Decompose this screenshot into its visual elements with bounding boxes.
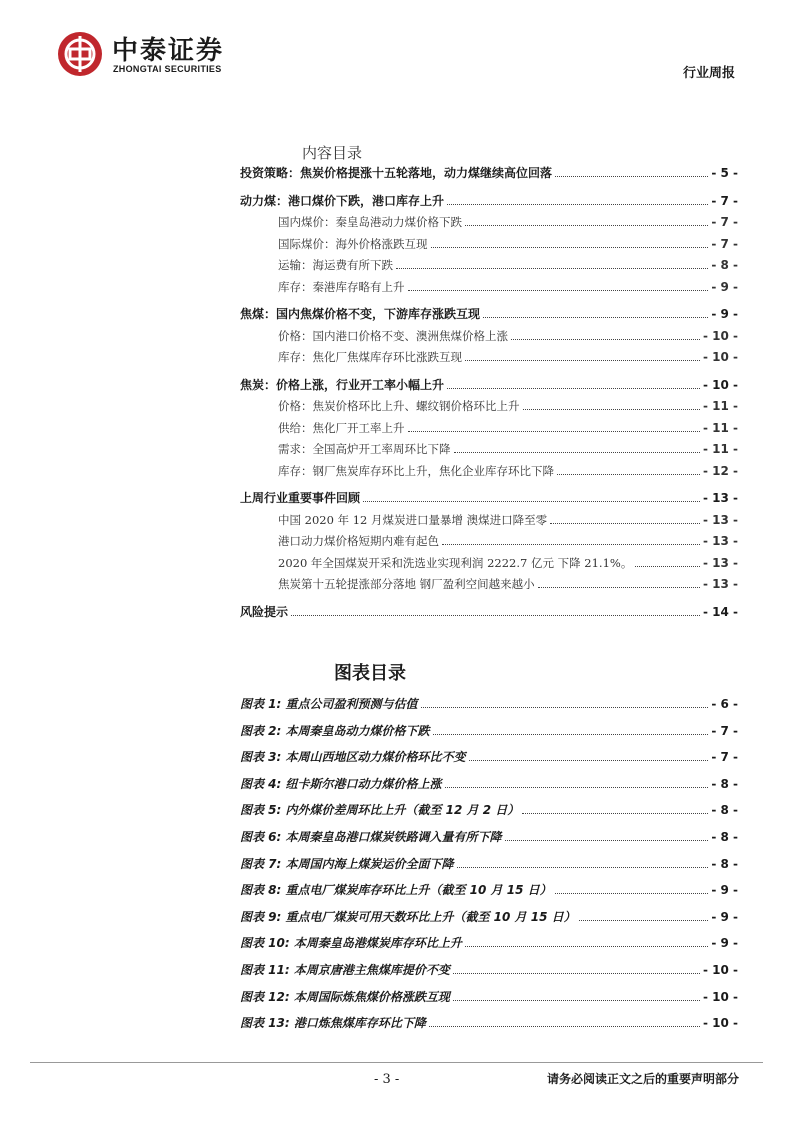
dot-leader <box>429 1026 700 1027</box>
toc-entry-label: 库存：钢厂焦炭库存环比上升，焦化企业库存环比下降 <box>278 463 554 478</box>
toc-entry[interactable] <box>240 325 738 343</box>
toc-entry[interactable] <box>240 395 738 413</box>
figure-entry-page: - 10 - <box>702 963 738 977</box>
figure-entry-label: 图表 8: 重点电厂煤炭库存环比上升（截至 10 月 15 日） <box>240 883 552 898</box>
toc-entry[interactable] <box>240 303 738 321</box>
toc-entry[interactable] <box>240 374 738 392</box>
toc-entry-label: 投资策略：焦炭价格提涨十五轮落地，动力煤继续高位回落 <box>240 166 553 180</box>
figure-entry[interactable] <box>240 853 738 871</box>
figure-entry[interactable] <box>240 932 738 950</box>
figure-entry[interactable] <box>240 986 738 1004</box>
toc-entry[interactable] <box>240 460 738 478</box>
toc-entry[interactable] <box>240 573 738 591</box>
toc-entry-label: 中国 2020 年 12 月煤炭进口量暴增 澳煤进口降至零 <box>278 512 548 527</box>
dot-leader <box>469 760 709 761</box>
toc-entry[interactable] <box>240 254 738 272</box>
toc-entry[interactable] <box>240 162 738 180</box>
toc-entry-page: - 7 - <box>711 193 738 208</box>
toc-entry-label: 价格：焦炭价格环比上升、螺纹钢价格环比上升 <box>278 399 520 413</box>
dot-leader <box>453 973 700 974</box>
toc-entry[interactable] <box>240 233 738 251</box>
dot-leader <box>408 290 709 291</box>
figure-entry-page: - 10 - <box>702 989 738 1004</box>
toc-entry-page: - 11 - <box>702 420 738 435</box>
toc-entry-label: 库存：焦化厂焦煤库存环比涨跌互现 <box>278 350 462 364</box>
figure-entry-label: 图表 4: 纽卡斯尔港口动力煤价格上涨 <box>240 776 442 791</box>
figure-entry-page: - 9 - <box>711 936 738 951</box>
table-of-contents <box>240 162 738 619</box>
figure-entry[interactable] <box>240 1012 738 1030</box>
toc-entry-label: 运输：海运费有所下跌 <box>278 258 393 272</box>
toc-entry-label: 焦炭：价格上涨，行业开工率小幅上升 <box>240 377 445 392</box>
toc-entry-page: - 7 - <box>711 236 738 251</box>
dot-leader <box>431 247 709 248</box>
footer-rule <box>30 1062 763 1063</box>
toc-entry-page: - 14 - <box>702 604 738 619</box>
dot-leader <box>550 523 700 524</box>
toc-entry-page: - 10 - <box>702 377 738 392</box>
dot-leader <box>445 787 709 788</box>
figure-entry-page: - 6 - <box>711 697 738 711</box>
dot-leader <box>483 317 708 318</box>
dot-leader <box>522 813 708 814</box>
dot-leader <box>421 707 709 708</box>
dot-leader <box>408 431 700 432</box>
toc-entry-label: 国内煤价：秦皇岛港动力煤价格下跌 <box>278 215 462 229</box>
toc-entry-page: - 8 - <box>711 258 738 272</box>
toc-entry[interactable] <box>240 509 738 527</box>
dot-leader <box>447 204 708 205</box>
figure-entry-label: 图表 5: 内外煤价差周环比上升（截至 12 月 2 日） <box>240 803 520 818</box>
figure-entry-label: 图表 2: 本周秦皇岛动力煤价格下跌 <box>240 723 430 738</box>
toc-entry-page: - 13 - <box>702 555 738 570</box>
dot-leader <box>447 388 700 389</box>
figure-entry-page: - 8 - <box>711 776 738 791</box>
dot-leader <box>579 920 709 921</box>
figure-entry-page: - 10 - <box>702 1016 738 1031</box>
zhongtai-logo-icon <box>56 30 104 78</box>
figure-entry-label: 图表 10: 本周秦皇岛港煤炭库存环比上升 <box>240 936 462 951</box>
dot-leader <box>465 360 700 361</box>
toc-entry-label: 供给：焦化厂开工率上升 <box>278 420 405 435</box>
toc-entry[interactable] <box>240 487 738 505</box>
figure-entry-page: - 7 - <box>711 750 738 765</box>
footer-page-number: - 3 - <box>374 1072 400 1087</box>
figure-entry-page: - 9 - <box>711 883 738 898</box>
toc-entry[interactable] <box>240 601 738 619</box>
figure-entry-label: 图表 7: 本周国内海上煤炭运价全面下降 <box>240 856 454 871</box>
dot-leader <box>465 225 708 226</box>
toc-entry[interactable] <box>240 530 738 548</box>
dot-leader <box>454 452 700 453</box>
dot-leader <box>557 474 700 475</box>
figure-entry-page: - 9 - <box>711 909 738 924</box>
figure-entry[interactable] <box>240 959 738 977</box>
dot-leader <box>291 615 700 616</box>
logo-chinese-name: 中泰证券 <box>112 36 225 66</box>
figure-entry-label: 图表 3: 本周山西地区动力煤价格环比不变 <box>240 750 466 765</box>
dot-leader <box>465 946 708 947</box>
toc-entry-page: - 11 - <box>702 442 738 456</box>
toc-entry-page: - 13 - <box>702 491 738 505</box>
toc-entry-label: 价格：国内港口价格不变、澳洲焦煤价格上涨 <box>278 328 508 343</box>
logo-english-name: ZHONGTAI SECURITIES <box>113 64 222 74</box>
toc-entry-label: 库存：秦港库存略有上升 <box>278 279 405 294</box>
toc-entry-label: 动力煤：港口煤价下跌，港口库存上升 <box>240 193 445 208</box>
figure-entry-page: - 8 - <box>711 856 738 871</box>
toc-entry[interactable] <box>240 346 738 364</box>
figure-entry[interactable] <box>240 799 738 817</box>
dot-leader <box>555 176 708 177</box>
toc-entry-page: - 5 - <box>711 166 738 180</box>
dot-leader <box>433 734 709 735</box>
figure-entry[interactable] <box>240 693 738 711</box>
dot-leader <box>635 566 700 567</box>
toc-entry[interactable] <box>240 417 738 435</box>
toc-entry-page: - 13 - <box>702 577 738 591</box>
figure-entry-label: 图表 6: 本周秦皇岛港口煤炭铁路调入量有所下降 <box>240 830 502 844</box>
dot-leader <box>505 840 709 841</box>
figures-title: 图表目录 <box>334 663 406 684</box>
toc-entry[interactable] <box>240 438 738 456</box>
figure-entry[interactable] <box>240 773 738 791</box>
dot-leader <box>363 501 700 502</box>
toc-entry-label: 焦煤：国内焦煤价格不变，下游库存涨跌互现 <box>240 307 481 321</box>
toc-entry-label: 2020 年全国煤炭开采和洗选业实现利润 2222.7 亿元 下降 21.1%。 <box>278 555 633 570</box>
dot-leader <box>555 893 709 894</box>
figure-entry-page: - 8 - <box>711 830 738 844</box>
dot-leader <box>453 1000 700 1001</box>
toc-entry-label: 国际煤价：海外价格涨跌互现 <box>278 236 428 251</box>
toc-entry[interactable] <box>240 276 738 294</box>
toc-entry[interactable] <box>240 211 738 229</box>
figure-entry-page: - 8 - <box>711 803 738 818</box>
figure-entry[interactable] <box>240 826 738 844</box>
toc-entry-page: - 10 - <box>702 350 738 364</box>
toc-entry-page: - 11 - <box>702 399 738 413</box>
figure-entry-label: 图表 12: 本周国际炼焦煤价格涨跌互现 <box>240 989 450 1004</box>
toc-entry-label: 需求：全国高炉开工率周环比下降 <box>278 442 451 456</box>
figure-entry[interactable] <box>240 879 738 897</box>
toc-title: 内容目录 <box>302 144 363 162</box>
toc-entry-page: - 13 - <box>702 512 738 527</box>
toc-entry-page: - 9 - <box>711 279 738 294</box>
toc-entry-page: - 9 - <box>711 307 738 321</box>
toc-entry[interactable] <box>240 190 738 208</box>
figure-entry[interactable] <box>240 720 738 738</box>
toc-entry-page: - 7 - <box>711 215 738 229</box>
toc-entry-label: 风险提示 <box>240 604 289 619</box>
figures-list <box>240 693 738 1043</box>
dot-leader <box>523 409 700 410</box>
dot-leader <box>442 544 700 545</box>
toc-entry-page: - 13 - <box>702 534 738 548</box>
dot-leader <box>511 339 700 340</box>
toc-entry-label: 港口动力煤价格短期内难有起色 <box>278 534 439 548</box>
dot-leader <box>457 867 709 868</box>
toc-entry-page: - 12 - <box>702 463 738 478</box>
figure-entry-label: 图表 9: 重点电厂煤炭可用天数环比上升（截至 10 月 15 日） <box>240 909 576 924</box>
toc-entry-page: - 10 - <box>702 328 738 343</box>
toc-entry-label: 焦炭第十五轮提涨部分落地 钢厂盈利空间越来越小 <box>278 577 535 591</box>
figure-entry-label: 图表 13: 港口炼焦煤库存环比下降 <box>240 1016 426 1031</box>
figure-entry-label: 图表 1: 重点公司盈利预测与估值 <box>240 697 418 711</box>
footer-disclaimer-note: 请务必阅读正文之后的重要声明部分 <box>546 1072 739 1086</box>
dot-leader <box>538 587 700 588</box>
report-type: 行业周报 <box>682 66 735 81</box>
toc-entry-label: 上周行业重要事件回顾 <box>240 491 361 505</box>
dot-leader <box>396 268 708 269</box>
figure-entry[interactable] <box>240 746 738 764</box>
figure-entry[interactable] <box>240 906 738 924</box>
toc-entry[interactable] <box>240 552 738 570</box>
page-header <box>0 0 793 100</box>
figure-entry-label: 图表 11: 本周京唐港主焦煤库提价不变 <box>240 963 450 977</box>
figure-entry-page: - 7 - <box>711 723 738 738</box>
